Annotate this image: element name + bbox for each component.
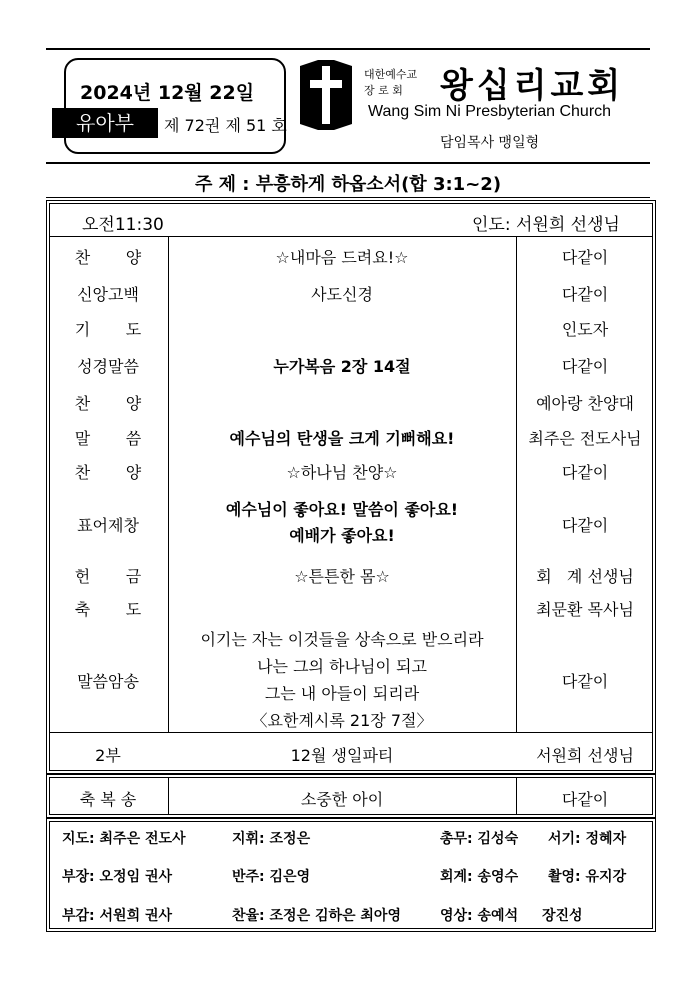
staff-item: 반주: 김은영 bbox=[232, 869, 311, 885]
church-name: 왕십리교회 bbox=[440, 66, 625, 106]
theme-top-rule bbox=[46, 162, 650, 164]
order-by: 예아랑 찬양대 bbox=[536, 394, 634, 413]
order-name: 말씀암송 bbox=[77, 672, 139, 691]
blessing-by: 다같이 bbox=[561, 790, 609, 809]
order-name: 말 씀 bbox=[74, 429, 142, 448]
service-header-rule bbox=[49, 236, 653, 237]
memory-reference: 〈요한계시록 21장 7절〉 bbox=[251, 711, 433, 730]
sermon-theme: 주 제 : 부흥하게 하옵소서(합 3:1~2) bbox=[194, 174, 502, 195]
column-divider-2 bbox=[516, 236, 517, 732]
staff-item: 부장: 오정임 권사 bbox=[62, 869, 173, 885]
memory-line-1: 이기는 자는 이것들을 상속으로 받으리라 bbox=[200, 630, 484, 649]
order-name: 2부 bbox=[95, 746, 121, 765]
order-name: 찬 양 bbox=[74, 394, 142, 413]
staff-item: 총무: 김성숙 bbox=[440, 831, 519, 847]
order-name: 헌 금 bbox=[74, 567, 142, 586]
senior-pastor: 담임목사 맹일형 bbox=[440, 135, 540, 151]
order-by: 다같이 bbox=[561, 357, 609, 376]
order-name: 신앙고백 bbox=[77, 285, 139, 304]
order-content: ☆내마음 드려요!☆ bbox=[275, 248, 409, 267]
staff-item: 장진성 bbox=[542, 908, 583, 924]
order-by: 최문환 목사님 bbox=[536, 600, 634, 619]
memory-line-3: 그는 내 아들이 되리라 bbox=[264, 684, 420, 703]
memory-line-2: 나는 그의 하나님이 되고 bbox=[257, 657, 427, 676]
church-cross-logo-icon bbox=[298, 56, 354, 134]
order-name: 성경말씀 bbox=[77, 357, 139, 376]
staff-item: 지도: 최주은 전도사 bbox=[62, 831, 186, 847]
service-leader: 인도: 서원희 선생님 bbox=[472, 215, 620, 235]
order-by: 다같이 bbox=[561, 285, 609, 304]
staff-item: 회계: 송영수 bbox=[440, 869, 519, 885]
service-time: 오전11:30 bbox=[82, 215, 164, 235]
church-name-english: Wang Sim Ni Presbyterian Church bbox=[368, 103, 612, 120]
blessing-song: 소중한 아이 bbox=[300, 790, 384, 809]
order-name: 찬 양 bbox=[74, 248, 142, 267]
staff-item: 부감: 서원희 권사 bbox=[62, 908, 173, 924]
date-box bbox=[64, 58, 286, 154]
staff-item: 찬율: 조정은 김하은 최아영 bbox=[232, 908, 401, 924]
order-name: 표어제창 bbox=[77, 516, 139, 535]
order-content: 예수님의 탄생을 크게 기뻐해요! bbox=[229, 429, 455, 448]
order-name: 축 도 bbox=[74, 600, 142, 619]
order-content: 12월 생일파티 bbox=[290, 746, 394, 765]
staff-item: 영상: 송예석 bbox=[440, 908, 519, 924]
denomination-line1: 대한예수교 bbox=[364, 68, 418, 81]
order-by: 회 계 선생님 bbox=[536, 567, 634, 586]
order-by: 인도자 bbox=[561, 320, 609, 339]
order-by: 다같이 bbox=[561, 516, 609, 535]
order-by: 다같이 bbox=[561, 463, 609, 482]
staff-item: 촬영: 유지강 bbox=[548, 869, 627, 885]
order-by: 서원희 선생님 bbox=[536, 746, 634, 765]
order-by: 다같이 bbox=[561, 248, 609, 267]
top-rule bbox=[46, 48, 650, 50]
issue-number: 제 72권 제 51 호 bbox=[164, 116, 287, 135]
staff-item: 지휘: 조정은 bbox=[232, 831, 311, 847]
part2-rule bbox=[49, 732, 653, 733]
motto-line-2: 예배가 좋아요! bbox=[289, 526, 395, 545]
motto-line-1: 예수님이 좋아요! 말씀이 좋아요! bbox=[225, 500, 459, 519]
order-content: ☆하나님 찬양☆ bbox=[286, 463, 398, 482]
order-content: ☆튼튼한 몸☆ bbox=[294, 567, 390, 586]
theme-bottom-rule bbox=[46, 197, 650, 198]
order-by: 다같이 bbox=[561, 672, 609, 691]
bulletin-date: 2024년 12월 22일 bbox=[80, 82, 255, 104]
order-name: 찬 양 bbox=[74, 463, 142, 482]
order-content: 사도신경 bbox=[311, 285, 373, 304]
department-badge: 유아부 bbox=[52, 108, 158, 138]
denomination-line2: 장 로 회 bbox=[364, 84, 403, 97]
blessing-name: 축 복 송 bbox=[79, 790, 137, 809]
order-content: 누가복음 2장 14절 bbox=[273, 357, 411, 376]
order-name: 기 도 bbox=[74, 320, 142, 339]
staff-item: 서기: 정혜자 bbox=[548, 831, 627, 847]
order-by: 최주은 전도사님 bbox=[528, 429, 642, 448]
